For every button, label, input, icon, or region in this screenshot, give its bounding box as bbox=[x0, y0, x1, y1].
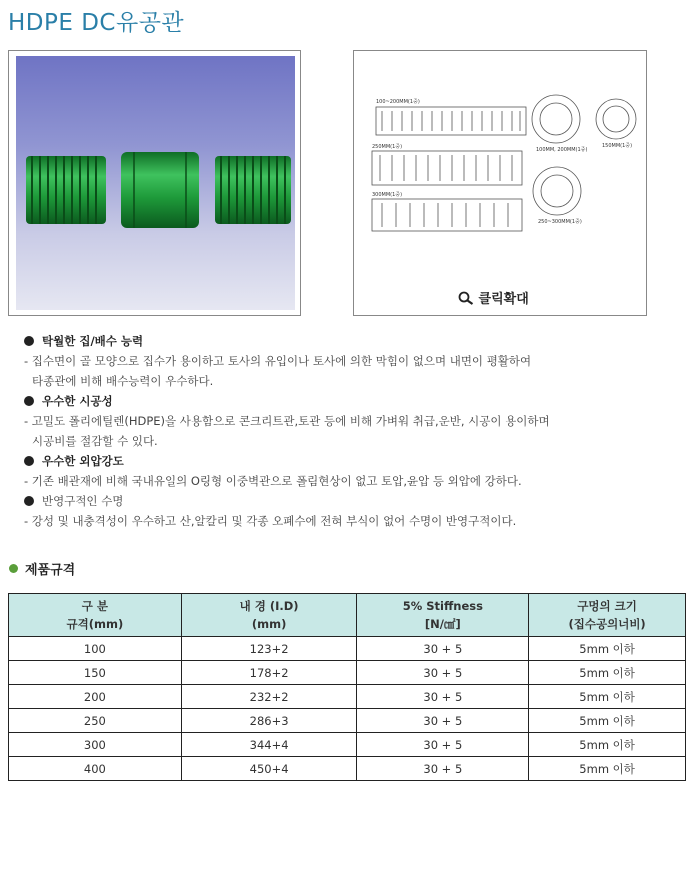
table-cell: 232+2 bbox=[181, 685, 357, 709]
table-cell: 30 + 5 bbox=[357, 757, 529, 781]
page-title: HDPE DC유공관 bbox=[8, 10, 185, 36]
diagram-label-5: 150MM(1중) bbox=[602, 143, 633, 149]
pipe-illustration bbox=[16, 56, 295, 310]
header-hole-size: 구멍의 크기 (집수공의너비) bbox=[529, 594, 686, 637]
diagram-label-4: 100MM, 200MM(1중) bbox=[536, 147, 588, 153]
table-cell: 286+3 bbox=[181, 709, 357, 733]
feature-heading-3: 우수한 외압강도 bbox=[24, 451, 684, 471]
spec-section-title: 제품규격 bbox=[9, 559, 75, 578]
table-cell: 200 bbox=[9, 685, 182, 709]
feature-text-1: - 집수면이 골 모양으로 집수가 용이하고 토사의 유입이나 토사에 의한 막힘이 없으며 내면이 평활하여 타종관에 비해 배수능력이 우수하다. bbox=[24, 354, 532, 388]
table-row bbox=[9, 709, 686, 733]
pipe-diagram bbox=[354, 51, 646, 281]
table-row bbox=[9, 661, 686, 685]
features-section bbox=[24, 331, 684, 531]
diagram-label-2: 250MM(1중) bbox=[372, 144, 403, 150]
table-row bbox=[9, 637, 686, 661]
product-photo bbox=[16, 56, 295, 310]
table-cell: 123+2 bbox=[181, 637, 357, 661]
feature-heading-1: 탁월한 집/배수 능력 bbox=[24, 331, 684, 351]
header-size: 구 분 규격(mm) bbox=[9, 594, 182, 637]
table-cell: 150 bbox=[9, 661, 182, 685]
table-cell: 30 + 5 bbox=[357, 637, 529, 661]
table-row bbox=[9, 685, 686, 709]
coupling bbox=[121, 152, 199, 228]
feature-text-4: - 강성 및 내충격성이 우수하고 산,알칼리 및 각종 오폐수에 전혀 부식이 없어 수명이 반영구적이다. bbox=[24, 514, 517, 528]
header-inner-diameter: 내 경 (I.D) (mm) bbox=[181, 594, 357, 637]
table-cell: 30 + 5 bbox=[357, 685, 529, 709]
table-row bbox=[9, 733, 686, 757]
bullet-icon bbox=[24, 456, 34, 466]
table-cell: 5mm 이하 bbox=[529, 661, 686, 685]
diagram-label-3: 300MM(1중) bbox=[372, 192, 403, 198]
table-cell: 5mm 이하 bbox=[529, 733, 686, 757]
table-cell: 344+4 bbox=[181, 733, 357, 757]
table-cell: 300 bbox=[9, 733, 182, 757]
green-bullet-icon bbox=[9, 564, 18, 573]
feature-text-2: - 고밀도 폴리에틸렌(HDPE)을 사용함으로 콘크리트관,토관 등에 비해 가벼워 취급,운반, 시공이 용이하며 시공비를 절감할 수 있다. bbox=[24, 414, 550, 448]
table-cell: 250 bbox=[9, 709, 182, 733]
feature-heading-4: 반영구적인 수명 bbox=[24, 491, 684, 511]
table-cell: 30 + 5 bbox=[357, 661, 529, 685]
left-pipe bbox=[26, 156, 106, 224]
table-cell: 400 bbox=[9, 757, 182, 781]
feature-text-3: - 기존 배관재에 비해 국내유일의 O링형 이중벽관으로 폴림현상이 없고 토압,윤압 등 외압에 강하다. bbox=[24, 474, 522, 488]
table-cell: 5mm 이하 bbox=[529, 757, 686, 781]
diagram-label-1: 100~200MM(1중) bbox=[376, 99, 420, 105]
table-row bbox=[9, 757, 686, 781]
table-cell: 30 + 5 bbox=[357, 709, 529, 733]
zoom-label: 클릭확대 bbox=[478, 292, 529, 307]
diagram-slots-1 bbox=[382, 111, 520, 131]
bullet-icon bbox=[24, 336, 34, 346]
table-cell: 5mm 이하 bbox=[529, 637, 686, 661]
table-cell: 30 + 5 bbox=[357, 733, 529, 757]
header-stiffness: 5% Stiffness [N/㎠] bbox=[357, 594, 529, 637]
spec-table bbox=[8, 593, 686, 781]
bullet-icon bbox=[24, 496, 34, 506]
product-photo-frame bbox=[8, 50, 301, 316]
table-cell: 450+4 bbox=[181, 757, 357, 781]
bullet-icon bbox=[24, 396, 34, 406]
table-header-row bbox=[9, 594, 686, 637]
table-cell: 5mm 이하 bbox=[529, 709, 686, 733]
table-cell: 100 bbox=[9, 637, 182, 661]
diagram-label-6: 250~300MM(1중) bbox=[538, 219, 582, 225]
zoom-link[interactable] bbox=[458, 288, 529, 307]
table-cell: 178+2 bbox=[181, 661, 357, 685]
diagram-thumbnail[interactable] bbox=[353, 50, 647, 316]
right-pipe bbox=[215, 156, 291, 224]
table-cell: 5mm 이하 bbox=[529, 685, 686, 709]
magnifier-icon bbox=[458, 291, 474, 305]
feature-heading-2: 우수한 시공성 bbox=[24, 391, 684, 411]
